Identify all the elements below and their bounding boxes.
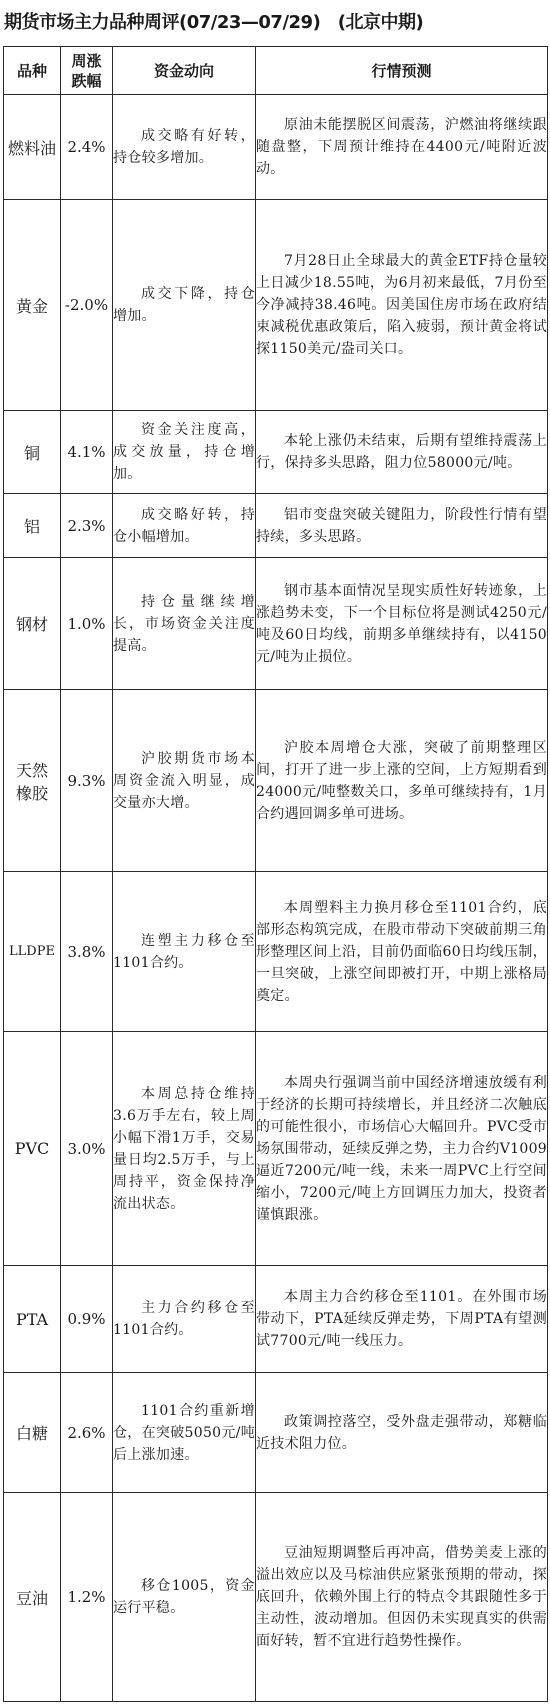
forecast-cell — [256, 872, 548, 1032]
forecast-text: 沪胶本周增仓大涨，突破了前期整理区间，打开了进一步上涨的空间，上方短期看到24000元/吨整数关口，多单可继续持有，1月合约遇回调多单可进场。 — [256, 739, 547, 822]
table-row — [4, 1493, 548, 1702]
forecast-cell — [256, 95, 548, 200]
page-title: 期货市场主力品种周评(07/23—07/29) (北京中期) — [4, 12, 424, 33]
variety-cell: 豆油 — [4, 1493, 61, 1702]
fund-flow-cell — [113, 690, 256, 872]
fund-flow-text: 持仓量继续增长，市场资金关注度提高。 — [113, 593, 255, 654]
change-cell: 3.8% — [61, 872, 113, 1032]
change-cell: 2.6% — [61, 1372, 113, 1492]
change-cell: 9.3% — [61, 690, 113, 872]
forecast-cell — [256, 1372, 548, 1492]
variety-cell: 白糖 — [4, 1372, 61, 1492]
fund-flow-text: 成交下降，持仓增加。 — [113, 286, 255, 325]
change-cell: 3.0% — [61, 1032, 113, 1266]
fund-flow-text: 成交略有好转，持仓较多增加。 — [113, 128, 255, 167]
variety-cell: PTA — [4, 1266, 61, 1372]
forecast-cell — [256, 1266, 548, 1372]
fund-flow-text: 成交略好转，持仓小幅增加。 — [113, 506, 255, 545]
fund-flow-cell — [113, 411, 256, 494]
forecast-cell — [256, 411, 548, 494]
variety-cell: 铜 — [4, 411, 61, 494]
forecast-text: 7月28日止全球最大的黄金ETF持仓量较上日减少18.55吨，为6月初来最低，7月份至今净减持38.46吨。因美国住房市场在政府结束减税优惠政策后，陷入疲弱，预计黄金将试探1150美元/盎司关口。 — [256, 253, 547, 358]
forecast-text: 本周央行强调当前中国经济增速放缓有利于经济的长期可持续增长，并且经济二次触底的可能性很小，市场信心大幅回升。PVC受市场氛围带动，延续反弹之势，主力合约V1009逼近7200元/吨一线，未来一周PVC上行空间缩小，7200元/吨上方回调压力加大，投资者谨慎跟涨。 — [256, 1074, 547, 1223]
forecast-cell — [256, 200, 548, 411]
forecast-text: 原油未能摆脱区间震荡，沪燃油将继续跟随盘整，下周预计维持在4400元/吨附近波动。 — [256, 117, 547, 178]
variety-cell: 燃料油 — [4, 95, 61, 200]
forecast-text: 本周塑料主力换月移仓至1101合约，底部形态构筑完成，在股市带动下突破前期三角形整理区间上沿，目前仍面临60日均线压制，一旦突破，上涨空间即被打开，中期上涨格局奠定。 — [256, 899, 547, 1004]
table-row — [4, 1372, 548, 1492]
fund-flow-cell — [113, 494, 256, 558]
fund-flow-cell — [113, 1266, 256, 1372]
forecast-cell — [256, 1493, 548, 1702]
forecast-text: 本轮上涨仍未结束，后期有望维持震荡上行，保持多头思路，阻力位58000元/吨。 — [256, 433, 547, 472]
fund-flow-cell — [113, 1032, 256, 1266]
table-row — [4, 494, 548, 558]
forecast-text: 本周主力合约移仓至1101。在外围市场带动下，PTA延续反弹走势，下周PTA有望测试7700元/吨一线压力。 — [256, 1289, 547, 1350]
table-row — [4, 690, 548, 872]
fund-flow-text: 本周总持仓维持3.6万手左右，较上周小幅下滑1万手，交易量日均2.5万手，与上周持平，资金保持净流出状态。 — [113, 1085, 255, 1212]
fund-flow-cell — [113, 1372, 256, 1492]
table-header-row — [4, 47, 548, 95]
fund-flow-cell — [113, 558, 256, 690]
table-row — [4, 872, 548, 1032]
fund-flow-text: 1101合约重新增仓，在突破5050元/吨后上涨加速。 — [113, 1402, 255, 1463]
table-row — [4, 95, 548, 200]
fund-flow-cell — [113, 872, 256, 1032]
forecast-text: 豆油短期调整后再冲高，借势美麦上涨的溢出效应以及马棕油供应紧张预期的带动，探底回升，依赖外围上行的特点令其跟随性多于主动性，波动增加。但因仍未实现真实的供需面好转，暂不宜进行趋势性操作。 — [256, 1545, 547, 1650]
fund-flow-text: 主力合约移仓至1101合约。 — [113, 1300, 255, 1339]
forecast-cell — [256, 558, 548, 690]
change-cell: 0.9% — [61, 1266, 113, 1372]
fund-flow-text: 资金关注度高，成交放量，持仓增加。 — [113, 422, 255, 483]
forecast-cell — [256, 690, 548, 872]
table-row — [4, 411, 548, 494]
change-cell: 1.0% — [61, 558, 113, 690]
change-cell: 1.2% — [61, 1493, 113, 1702]
header-forecast: 行情预测 — [256, 47, 548, 95]
fund-flow-text: 沪胶期货市场本周资金流入明显，成交量亦大增。 — [113, 750, 255, 811]
forecast-text: 铝市变盘突破关键阻力，阶段性行情有望持续，多头思路。 — [256, 506, 547, 545]
change-cell: -2.0% — [61, 200, 113, 411]
table-row — [4, 558, 548, 690]
forecast-cell — [256, 494, 548, 558]
header-variety: 品种 — [4, 47, 61, 95]
header-weekly-change: 周涨跌幅 — [61, 47, 113, 95]
change-cell: 2.3% — [61, 494, 113, 558]
fund-flow-text: 连塑主力移仓至1101合约。 — [113, 932, 255, 971]
header-fund-flow: 资金动向 — [113, 47, 256, 95]
forecast-text: 政策调控落空，受外盘走强带动，郑糖临近技术阻力位。 — [256, 1413, 547, 1452]
weekly-review-table — [3, 46, 548, 1702]
variety-cell: PVC — [4, 1032, 61, 1266]
variety-cell: 天然橡胶 — [4, 690, 61, 872]
table-row — [4, 200, 548, 411]
change-cell: 2.4% — [61, 95, 113, 200]
forecast-cell — [256, 1032, 548, 1266]
fund-flow-cell — [113, 1493, 256, 1702]
variety-cell: 钢材 — [4, 558, 61, 690]
table-row — [4, 1032, 548, 1266]
fund-flow-text: 移仓1005，资金运行平稳。 — [113, 1578, 255, 1617]
table-row — [4, 1266, 548, 1372]
fund-flow-cell — [113, 95, 256, 200]
fund-flow-cell — [113, 200, 256, 411]
variety-cell: 黄金 — [4, 200, 61, 411]
variety-cell: 铝 — [4, 494, 61, 558]
variety-cell: LLDPE — [4, 872, 61, 1032]
change-cell: 4.1% — [61, 411, 113, 494]
forecast-text: 钢市基本面情况呈现实质性好转迹象，上涨趋势未变，下一个目标位将是测试4250元/吨及60日均线，前期多单继续持有，以4150元/吨为止损位。 — [256, 582, 547, 665]
